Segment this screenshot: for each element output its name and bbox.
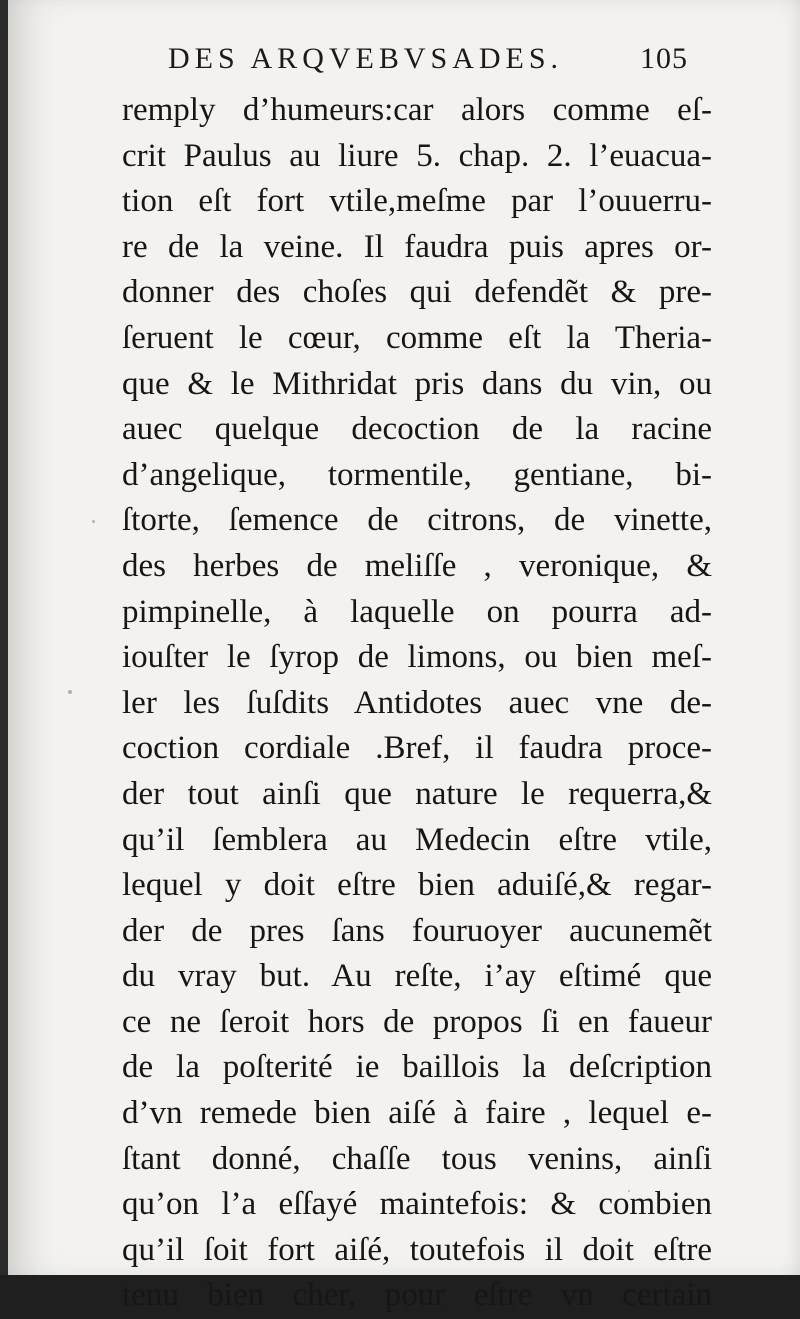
- paper-speck: [68, 690, 72, 694]
- page-header: [168, 42, 688, 82]
- text-line: qu’il ſemblera au Medecin eſtre vtile,: [122, 821, 712, 858]
- text-line: qu’on l’a eſſayé maintefois: & combien: [122, 1186, 712, 1223]
- text-line: ler les ſuſdits Antidotes auec vne de-: [122, 684, 712, 721]
- body-text: [122, 88, 712, 1319]
- text-line: auec quelque decoction de la racine: [122, 411, 712, 448]
- text-line: que & le Mithridat pris dans du vin, ou: [122, 365, 712, 402]
- paper-speck: [92, 520, 95, 523]
- text-line: ſeruent le cœur, comme eſt la Theria-: [122, 319, 712, 356]
- text-line: der de pres ſans fouruoyer aucunemẽt: [122, 912, 712, 949]
- text-line: tion eſt fort vtile,meſme par l’ouuerru-: [122, 183, 712, 220]
- text-line: crit Paulus au liure 5. chap. 2. l’euacua-: [122, 137, 712, 174]
- text-line: der tout ainſi que nature le requerra,&: [122, 775, 712, 812]
- text-line: coction cordiale .Bref, il faudra proce-: [122, 730, 712, 767]
- text-line: ſtorte, ſemence de citrons, de vinette,: [122, 502, 712, 539]
- text-line: qu’il ſoit fort aiſé, toutefois il doit eſtre: [122, 1231, 712, 1268]
- book-page: [8, 0, 800, 1314]
- text-line: ce ne ſeroit hors de propos ſi en faueur: [122, 1003, 712, 1040]
- text-line: remply d’humeurs:car alors comme eſ-: [122, 92, 712, 128]
- text-line: tenu bien cher, pour eſtre vn certain: [122, 1277, 712, 1314]
- text-line: iouſter le ſyrop de limons, ou bien meſ-: [122, 639, 712, 676]
- text-line: des herbes de meliſſe , veronique, &: [122, 547, 712, 584]
- text-line: lequel y doit eſtre bien aduiſé,& regar-: [122, 867, 712, 904]
- page-number: 105: [640, 42, 688, 75]
- text-line: pimpinelle, à laquelle on pourra ad-: [122, 593, 712, 630]
- text-line: ſtant donné, chaſſe tous venins, ainſi: [122, 1140, 712, 1177]
- text-line: re de la veine. Il faudra puis apres or-: [122, 228, 712, 265]
- text-line: d’angelique, tormentile, gentiane, bi-: [122, 456, 712, 493]
- text-line: de la poſterité ie baillois la deſcription: [122, 1049, 712, 1086]
- running-head: DES ARQVEBVSADES.: [168, 42, 564, 75]
- text-line: donner des choſes qui defendẽt & pre-: [122, 274, 712, 311]
- paper-speck: [308, 1200, 311, 1203]
- text-line: du vray but. Au reſte, i’ay eſtimé que: [122, 958, 712, 995]
- paper-speck: [628, 1190, 630, 1192]
- text-line: d’vn remede bien aiſé à faire , lequel e-: [122, 1095, 712, 1132]
- book-gutter-edge: [0, 0, 8, 1275]
